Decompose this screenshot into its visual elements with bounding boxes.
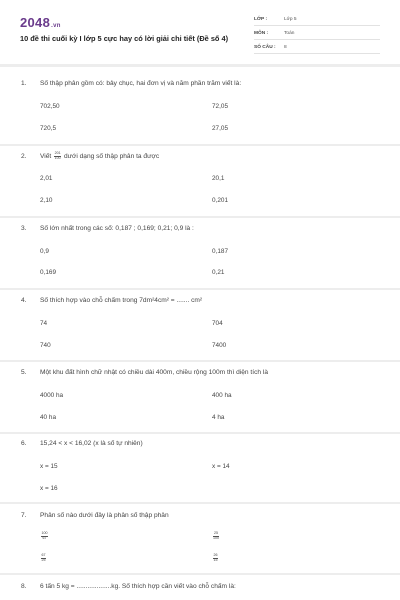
option-b[interactable]: 72,05: [212, 103, 228, 110]
meta-subject: MÔN : Toán: [254, 30, 380, 40]
option-a[interactable]: [40, 532, 49, 541]
question-divider: [0, 288, 400, 290]
option-c[interactable]: 720,5: [40, 125, 56, 132]
option-b[interactable]: x = 14: [212, 463, 230, 470]
meta-question-count: SỐ CÂU : 8: [254, 44, 380, 54]
question-divider: [0, 360, 400, 362]
option-a[interactable]: 4000 ha: [40, 392, 64, 399]
option-a[interactable]: 702,50: [40, 103, 60, 110]
question-divider: [0, 144, 400, 146]
fraction: $\frac{25}{100}$: [213, 531, 219, 540]
document-page: 2048.vn 10 đề thi cuối kỳ I lớp 5 cực hay có lời giải chi tiết (Đề số 4) LỚP : Lớp 5 MÔN : Toán SỐ CÂU : 8 1. Số thập phân gồm có: bảy chục, hai đơn vị và năm phần trăm viết là: 702,50 72,05 720,5 27,05 2. Viết $\frac{201}{100}$ dưới dạng số thập phân ta được 2,01 20,1 2,10 0,201 3. Số lớn nhất trong các số: 0,187 ; 0,169; 0,21; 0,9 là : 0,9 0,187 0,169 0,21 4. Số thích hợp vào chỗ chấm trong 7dm²4cm² = ....... cm² 74 704 740 7400 5. Một khu đất hình chữ nhật có chiều dài 400m, chiều rộng 100m thì diện tích là 4000 ha 400 ha 40 ha 4 ha 6. 15,24 < x < 16,02 (x là số tự nhiên) x = 15 x = 14 x = 16 7. Phân số nào dưới đây là phân số thập phân $\frac{100}{67}$ $\frac{25}{100}$ $\frac{67}{25}$ $\frac{26}{15}$ 8. 6 tấn 5 kg = ...................kg. Số thích hợp cần viết vào chỗ chấm là:: [0, 0, 400, 600]
site-logo[interactable]: 2048.vn: [20, 15, 61, 30]
question-divider: [0, 432, 400, 434]
fraction: $\frac{201}{100}$: [54, 151, 61, 160]
page-title: 10 đề thi cuối kỳ I lớp 5 cực hay có lời giải chi tiết (Đề số 4): [20, 34, 229, 43]
option-b[interactable]: 0,187: [212, 248, 228, 255]
document-header: [0, 0, 400, 62]
option-d[interactable]: 7400: [212, 342, 227, 349]
option-b[interactable]: 20,1: [212, 175, 225, 182]
fraction: $\frac{100}{67}$: [41, 531, 48, 540]
question-divider: [0, 573, 400, 575]
option-d[interactable]: 0,21: [212, 269, 225, 276]
fraction: $\frac{67}{25}$: [41, 553, 46, 562]
question-divider: [0, 216, 400, 218]
option-c[interactable]: 2,10: [40, 197, 53, 204]
option-c[interactable]: 740: [40, 342, 51, 349]
option-a[interactable]: 2,01: [40, 175, 53, 182]
meta-grade: LỚP : Lớp 5: [254, 16, 380, 26]
option-d[interactable]: 4 ha: [212, 414, 225, 421]
option-b[interactable]: 400 ha: [212, 392, 232, 399]
option-a[interactable]: x = 15: [40, 463, 58, 470]
option-d[interactable]: 0,201: [212, 197, 228, 204]
option-c[interactable]: 40 ha: [40, 414, 56, 421]
header-divider: [0, 64, 400, 67]
question-divider: [0, 502, 400, 504]
option-b[interactable]: [212, 532, 220, 541]
option-b[interactable]: 704: [212, 320, 223, 327]
option-c[interactable]: [40, 554, 47, 563]
option-d[interactable]: 27,05: [212, 125, 228, 132]
option-c[interactable]: x = 16: [40, 485, 58, 492]
option-c[interactable]: 0,169: [40, 269, 56, 276]
option-a[interactable]: 74: [40, 320, 48, 327]
option-d[interactable]: [212, 554, 219, 563]
option-a[interactable]: 0,9: [40, 248, 49, 255]
fraction: $\frac{26}{15}$: [213, 553, 218, 562]
